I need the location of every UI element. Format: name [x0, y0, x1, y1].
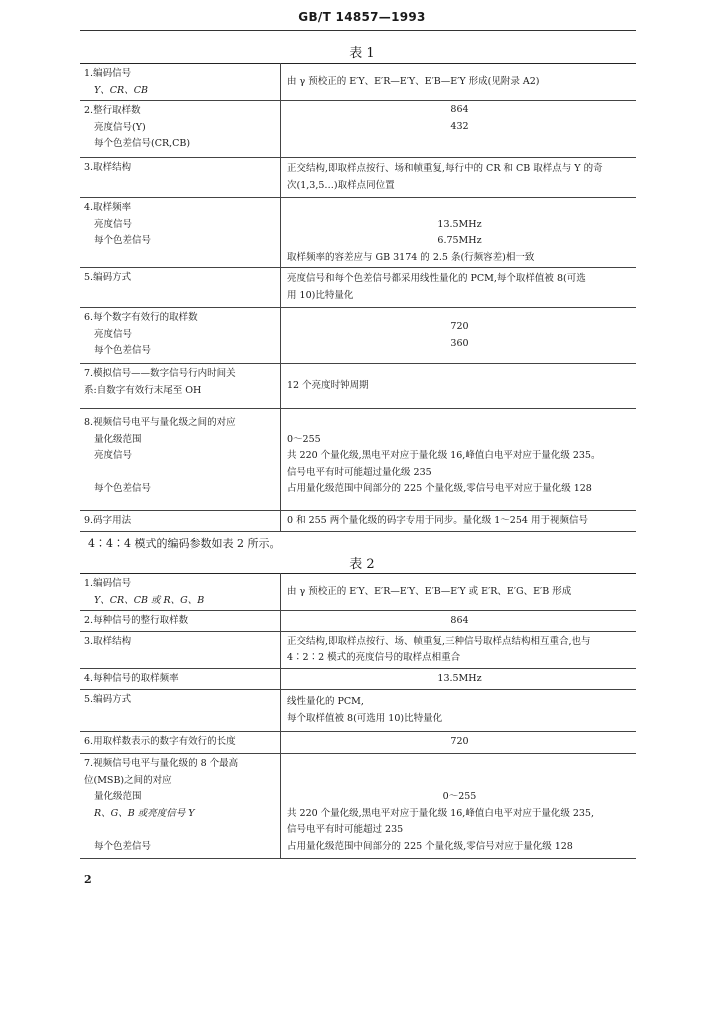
cell-line: 信号电平有时可能超过 235 [287, 824, 404, 835]
table-row [80, 669, 636, 690]
cell-line: 亮度信号 [94, 218, 133, 230]
cell-line: 7.模拟信号——数字信号行内时间关 [84, 368, 236, 379]
table-row [80, 64, 636, 101]
cell-line: 线性量化的 PCM, [287, 696, 364, 707]
cell-line: 6.每个数字有效行的取样数 [84, 312, 198, 323]
table-cell-label [80, 198, 281, 268]
cell-line: 5.编码方式 [84, 272, 132, 283]
table-cell-value [281, 574, 637, 611]
cell-line: 每个色差信号 [94, 483, 152, 494]
cell-line: R、G、B 或亮度信号 Y [94, 807, 195, 819]
table-cell-label [80, 611, 281, 632]
table-cell-value [281, 632, 637, 669]
cell-spacer [84, 465, 276, 482]
table-cell-label [80, 101, 281, 158]
cell-line: 6.用取样数表示的数字有效行的长度 [84, 736, 236, 747]
cell-line: 每个色差信号 [94, 345, 152, 356]
table2 [80, 573, 636, 859]
cell-line: 2.每种信号的整行取样数 [84, 615, 189, 626]
table-cell-label [80, 409, 281, 511]
table-cell-label [80, 574, 281, 611]
cell-line: 864 [450, 614, 469, 626]
table-cell-value [281, 64, 637, 101]
cell-line: 共 220 个量化级,黑电平对应于量化级 16,峰值白电平对应于量化级 235。 [287, 450, 601, 461]
cell-line: 由 γ 预校正的 E′Y、E′R—E′Y、E′B—E′Y 形成(见附录 A2) [287, 75, 540, 87]
table-cell-label [80, 511, 281, 532]
cell-line: 每个取样值被 8(可选用 10)比特量化 [287, 712, 443, 724]
cell-line: 量化级范围 [94, 791, 142, 802]
table-cell-label [80, 308, 281, 364]
table-cell-value [281, 690, 637, 732]
cell-spacer [287, 773, 632, 790]
table-cell-value [281, 101, 637, 158]
table-cell-label [80, 364, 281, 409]
table-row [80, 364, 636, 409]
cell-line: 亮度信号(Y) [94, 121, 146, 133]
cell-line: Y、CR、CB [94, 84, 148, 96]
cell-line: 由 γ 预校正的 E′Y、E′R—E′Y、E′B—E′Y 或 E′R、E′G、E′B 形成 [287, 585, 572, 597]
cell-line: 取样频率的容差应与 GB 3174 的 2.5 条(行频容差)相一致 [287, 251, 535, 263]
table-cell-label [80, 754, 281, 859]
table-cell-value [281, 364, 637, 409]
table-row [80, 732, 636, 754]
cell-line: 量化级范围 [94, 433, 142, 445]
cell-line: 7.视频信号电平与量化级的 8 个最高 [84, 758, 239, 769]
table-row [80, 690, 636, 732]
cell-line: 12 个亮度时钟周期 [287, 379, 369, 391]
cell-line: 每个色差信号(CR,CB) [94, 138, 191, 149]
cell-line: 正交结构,即取样点按行、场和帧重复,每行中的 CR 和 CB 取样点与 Y 的奇 [287, 163, 603, 174]
cell-line: 4.取样频率 [84, 202, 132, 213]
table-cell-label [80, 669, 281, 690]
cell-line: 864 [450, 104, 469, 115]
cell-line: 每个色差信号 [94, 840, 152, 852]
cell-line: 位(MSB)之间的对应 [84, 774, 172, 786]
cell-line: 360 [450, 337, 469, 349]
table-cell-value [281, 511, 637, 532]
table-row [80, 754, 636, 859]
cell-line: 占用量化级范围中间部分的 225 个量化级,零信号电平对应于量化级 128 [287, 483, 592, 494]
table-row [80, 632, 636, 669]
cell-line: 3.取样结构 [84, 636, 132, 647]
table-cell-value [281, 611, 637, 632]
cell-line: 432 [450, 120, 469, 132]
cell-line: 用 10)比特量化 [287, 289, 354, 301]
cell-line: 每个色差信号 [94, 235, 152, 246]
cell-line: 亮度信号 [94, 450, 133, 461]
page-header: GB/T 14857—1993 [298, 10, 426, 24]
cell-line: 共 220 个量化级,黑电平对应于量化级 16,峰值白电平对应于量化级 235, [287, 807, 594, 819]
cell-line: 3.取样结构 [84, 162, 132, 173]
header-rule [80, 30, 636, 31]
table-row [80, 611, 636, 632]
table-cell-label [80, 732, 281, 754]
cell-line: 720 [450, 321, 469, 332]
cell-line: 次(1,3,5…)取样点同位置 [287, 179, 395, 191]
table-row [80, 409, 636, 511]
cell-line: 亮度信号 [94, 328, 133, 340]
table-cell-label [80, 690, 281, 732]
cell-line: 4∶2∶2 模式的亮度信号的取样点相重合 [287, 652, 461, 663]
cell-line: 0 和 255 两个量化级的码字专用于同步。量化级 1～254 用于视频信号 [287, 514, 588, 526]
cell-spacer [287, 756, 632, 773]
cell-line: 亮度信号和每个色差信号都采用线性量化的 PCM,每个取样值被 8(可选 [287, 273, 586, 284]
table-cell-value [281, 308, 637, 364]
cell-line: 2.整行取样数 [84, 105, 141, 116]
cell-line: 信号电平有时可能超过量化级 235 [287, 466, 432, 478]
cell-line: 0～255 [442, 791, 477, 802]
table-cell-value [281, 268, 637, 308]
cell-line: 1.编码信号 [84, 68, 132, 79]
table-cell-label [80, 632, 281, 669]
cell-spacer [287, 415, 632, 432]
cell-line: 720 [450, 736, 469, 748]
cell-line: 9.码字用法 [84, 515, 132, 526]
table-row [80, 198, 636, 268]
table-cell-label [80, 158, 281, 198]
cell-line: 系:自数字有效行末尾至 OH [84, 384, 202, 396]
table-cell-value [281, 409, 637, 511]
table1-caption: 表 1 [349, 46, 375, 61]
table-cell-value [281, 158, 637, 198]
cell-line: 正交结构,即取样点按行、场、帧重复,三种信号取样点结构相互重合,也与 [287, 635, 591, 647]
table-row [80, 574, 636, 611]
cell-line: 占用量化级范围中间部分的 225 个量化级,零信号对应于量化级 128 [287, 840, 573, 852]
cell-line: 4.每种信号的取样频率 [84, 673, 179, 684]
cell-line: 13.5MHz [437, 218, 482, 230]
cell-line: 13.5MHz [437, 672, 482, 684]
table2-intro-text: 4∶4∶4 模式的编码参数如表 2 所示。 [88, 537, 281, 550]
cell-line: Y、CR、CB 或 R、G、B [94, 594, 205, 606]
table-row [80, 101, 636, 158]
table-cell-value [281, 732, 637, 754]
cell-spacer [84, 822, 276, 839]
table-row [80, 308, 636, 364]
page-number: 2 [84, 873, 92, 886]
cell-line: 0～255 [287, 433, 321, 445]
table-cell-value [281, 198, 637, 268]
table-row [80, 268, 636, 308]
cell-line: 6.75MHz [437, 235, 482, 246]
cell-line: 5.编码方式 [84, 694, 132, 705]
table-cell-value [281, 669, 637, 690]
cell-spacer [287, 200, 632, 217]
cell-line: 1.编码信号 [84, 578, 132, 589]
table1 [80, 63, 636, 532]
cell-line: 8.视频信号电平与量化级之间的对应 [84, 417, 236, 428]
table-cell-label [80, 64, 281, 101]
table-row [80, 158, 636, 198]
table2-caption: 表 2 [349, 557, 375, 572]
table-cell-value [281, 754, 637, 859]
table-row [80, 511, 636, 532]
table-cell-label [80, 268, 281, 308]
